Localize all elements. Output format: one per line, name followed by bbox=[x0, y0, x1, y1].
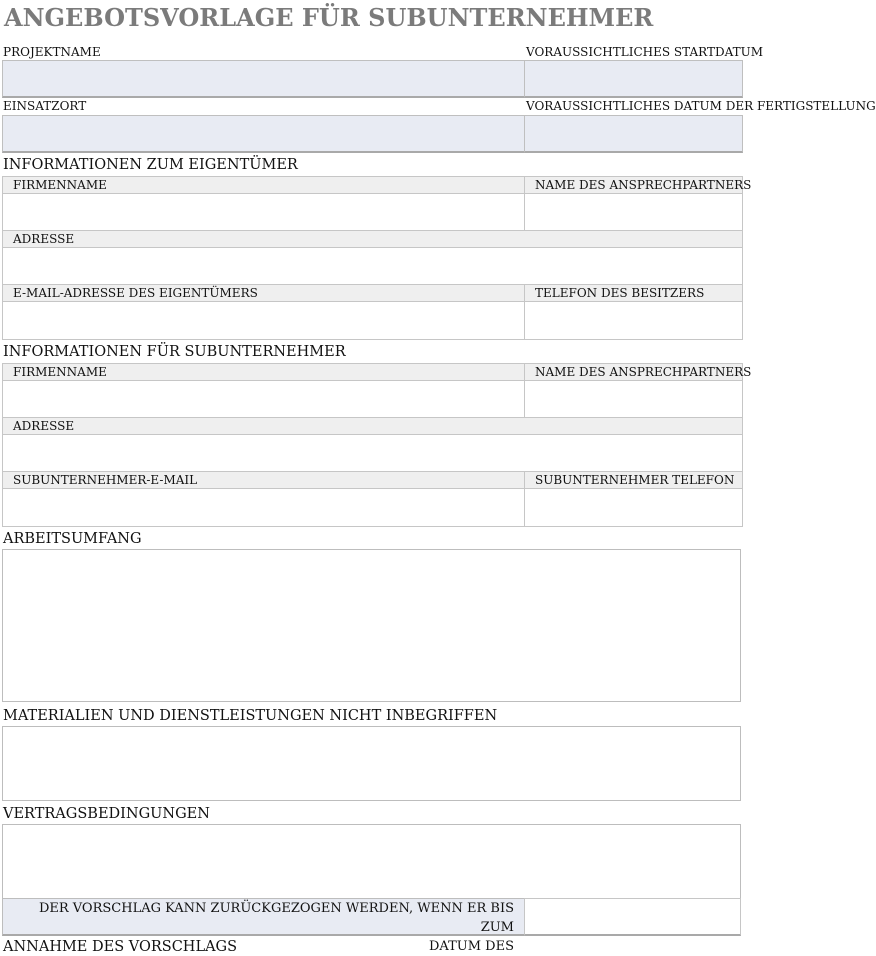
project-name-field[interactable] bbox=[2, 60, 525, 98]
excluded-textarea[interactable] bbox=[2, 726, 741, 801]
owner-contact-label: NAME DES ANSPRECHPARTNERS bbox=[535, 178, 752, 192]
owner-address-header bbox=[2, 230, 743, 248]
sub-phone-header bbox=[524, 471, 743, 489]
owner-section-title: INFORMATIONEN ZUM EIGENTÜMER bbox=[3, 157, 298, 173]
terms-section-title: VERTRAGSBEDINGUNGEN bbox=[3, 806, 210, 822]
location-label: EINSATZORT bbox=[3, 99, 87, 113]
owner-contact-header bbox=[524, 176, 752, 194]
withdraw-date-field[interactable] bbox=[524, 898, 741, 936]
sub-email-label: SUBUNTERNEHMER-E-MAIL bbox=[13, 473, 198, 487]
terms-textarea[interactable] bbox=[2, 824, 741, 899]
withdraw-notice-line-1: DER VORSCHLAG KANN ZURÜCKGEZOGEN WERDEN, WENN ER BIS ZUM bbox=[38, 901, 514, 935]
sub-phone-field[interactable] bbox=[524, 488, 743, 527]
owner-company-header bbox=[2, 176, 525, 194]
sub-company-field[interactable] bbox=[2, 380, 525, 418]
owner-company-label: FIRMENNAME bbox=[13, 178, 107, 192]
owner-email-field[interactable] bbox=[2, 301, 525, 340]
acceptance-section-title: ANNAHME DES VORSCHLAGS bbox=[3, 939, 238, 955]
sub-email-header bbox=[2, 471, 525, 489]
owner-address-label: ADRESSE bbox=[13, 232, 75, 246]
end-date-field[interactable] bbox=[524, 115, 743, 153]
start-date-label: VORAUSSICHTLICHES STARTDATUM bbox=[526, 45, 763, 59]
sub-contact-header bbox=[524, 363, 752, 381]
sub-phone-label: SUBUNTERNEHMER TELEFON bbox=[535, 473, 735, 487]
owner-phone-header bbox=[524, 284, 743, 302]
owner-phone-label: TELEFON DES BESITZERS bbox=[535, 286, 705, 300]
sub-email-field[interactable] bbox=[2, 488, 525, 527]
sub-contact-label: NAME DES ANSPRECHPARTNERS bbox=[535, 365, 752, 379]
scope-section-title: ARBEITSUMFANG bbox=[3, 531, 142, 547]
project-name-label: PROJEKTNAME bbox=[3, 45, 101, 59]
sub-address-label: ADRESSE bbox=[13, 419, 75, 433]
sub-company-header bbox=[2, 363, 525, 381]
withdraw-notice-line-2: DATUM DES bbox=[429, 939, 514, 954]
start-date-field[interactable] bbox=[524, 60, 743, 98]
owner-contact-field[interactable] bbox=[524, 193, 743, 231]
sub-contact-field[interactable] bbox=[524, 380, 743, 418]
sub-company-label: FIRMENNAME bbox=[13, 365, 107, 379]
location-field[interactable] bbox=[2, 115, 525, 153]
end-date-label: VORAUSSICHTLICHES DATUM DER FERTIGSTELLUNG bbox=[526, 99, 876, 113]
excluded-section-title: MATERIALIEN UND DIENSTLEISTUNGEN NICHT INBEGRIFFEN bbox=[3, 708, 498, 724]
subcontractor-section-title: INFORMATIONEN FÜR SUBUNTERNEHMER bbox=[3, 344, 346, 360]
scope-textarea[interactable] bbox=[2, 549, 741, 702]
owner-email-header bbox=[2, 284, 525, 302]
sub-address-header bbox=[2, 417, 743, 435]
owner-company-field[interactable] bbox=[2, 193, 525, 231]
owner-address-field[interactable] bbox=[2, 247, 743, 285]
owner-phone-field[interactable] bbox=[524, 301, 743, 340]
owner-email-label: E-MAIL-ADRESSE DES EIGENTÜMERS bbox=[13, 286, 258, 300]
sub-address-field[interactable] bbox=[2, 434, 743, 472]
page-title: ANGEBOTSVORLAGE FÜR SUBUNTERNEHMER bbox=[4, 3, 654, 32]
